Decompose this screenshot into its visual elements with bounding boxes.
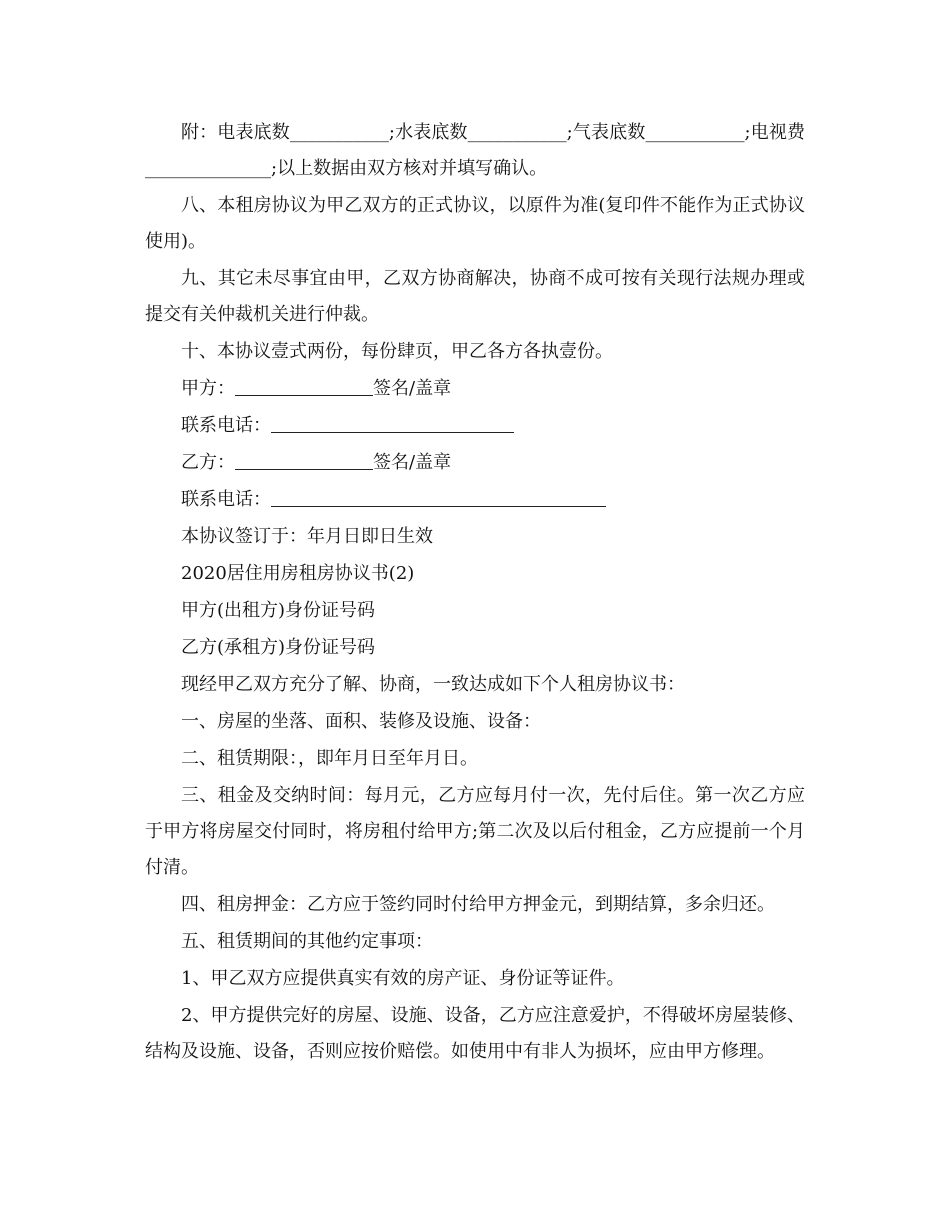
clause-3: 三、租金及交纳时间：每月元，乙方应每月付一次，先付后住。第一次乙方应于甲方将房屋交付同时，将房租付给甲方;第二次及以后付租金，乙方应提前一个月付清。 (145, 785, 805, 878)
party-b-id-line: 乙方(承租方)身份证号码 (181, 637, 376, 658)
intro-paragraph: 现经甲乙双方充分了解、协商，一致达成如下个人租房协议书： (181, 674, 685, 695)
clause-5-item-1: 1、甲乙双方应提供真实有效的房产证、身份证等证件。 (181, 968, 625, 989)
party-b-phone-line (145, 482, 805, 518)
clause-2: 二、租赁期限：，即年月日至年月日。 (181, 748, 478, 769)
clause-5-item-2: 2、甲方提供完好的房屋、设施、设备，乙方应注意爱护，不得破坏房屋装修、结构及设施、设备，否则应按价赔偿。如使用中有非人为损坏，应由甲方修理。 (145, 1005, 805, 1062)
signed-date-line: 本协议签订于：年月日即日生效 (181, 526, 433, 547)
document-body (145, 115, 805, 1071)
phone-b-blank (271, 486, 606, 507)
meter-readings-paragraph: 附：电表底数___________;水表底数___________;气表底数___________;电视费______________;以上数据由双方核对并填写确认。 (145, 122, 805, 179)
phone-b-label: 联系电话： (181, 489, 271, 510)
party-b-label: 乙方： (181, 452, 235, 473)
party-b-blank (235, 449, 373, 470)
clause-4: 四、租房押金：乙方应于签约同时付给甲方押金元，到期结算，多余归还。 (181, 894, 775, 915)
party-a-phone-line (145, 408, 805, 444)
phone-a-label: 联系电话： (181, 415, 271, 436)
phone-a-blank (271, 412, 514, 433)
party-b-signature-line (145, 445, 805, 481)
clause-9: 九、其它未尽事宜由甲，乙双方协商解决，协商不成可按有关现行法规办理或提交有关仲裁机关进行仲裁。 (145, 268, 805, 325)
party-a-sign-label: 签名/盖章 (373, 378, 452, 399)
party-b-sign-label: 签名/盖章 (373, 452, 452, 473)
agreement-2-title: 2020居住用房租房协议书(2) (181, 563, 415, 584)
clause-1: 一、房屋的坐落、面积、装修及设施、设备： (181, 711, 541, 732)
party-a-label: 甲方： (181, 378, 235, 399)
party-a-id-line: 甲方(出租方)身份证号码 (181, 600, 376, 621)
party-a-blank (235, 375, 373, 396)
party-a-signature-line (145, 371, 805, 407)
clause-10: 十、本协议壹式两份，每份肆页，甲乙各方各执壹份。 (181, 341, 613, 362)
clause-8: 八、本租房协议为甲乙双方的正式协议，以原件为准(复印件不能作为正式协议使用)。 (145, 195, 805, 252)
clause-5: 五、租赁期间的其他约定事项： (181, 931, 433, 952)
